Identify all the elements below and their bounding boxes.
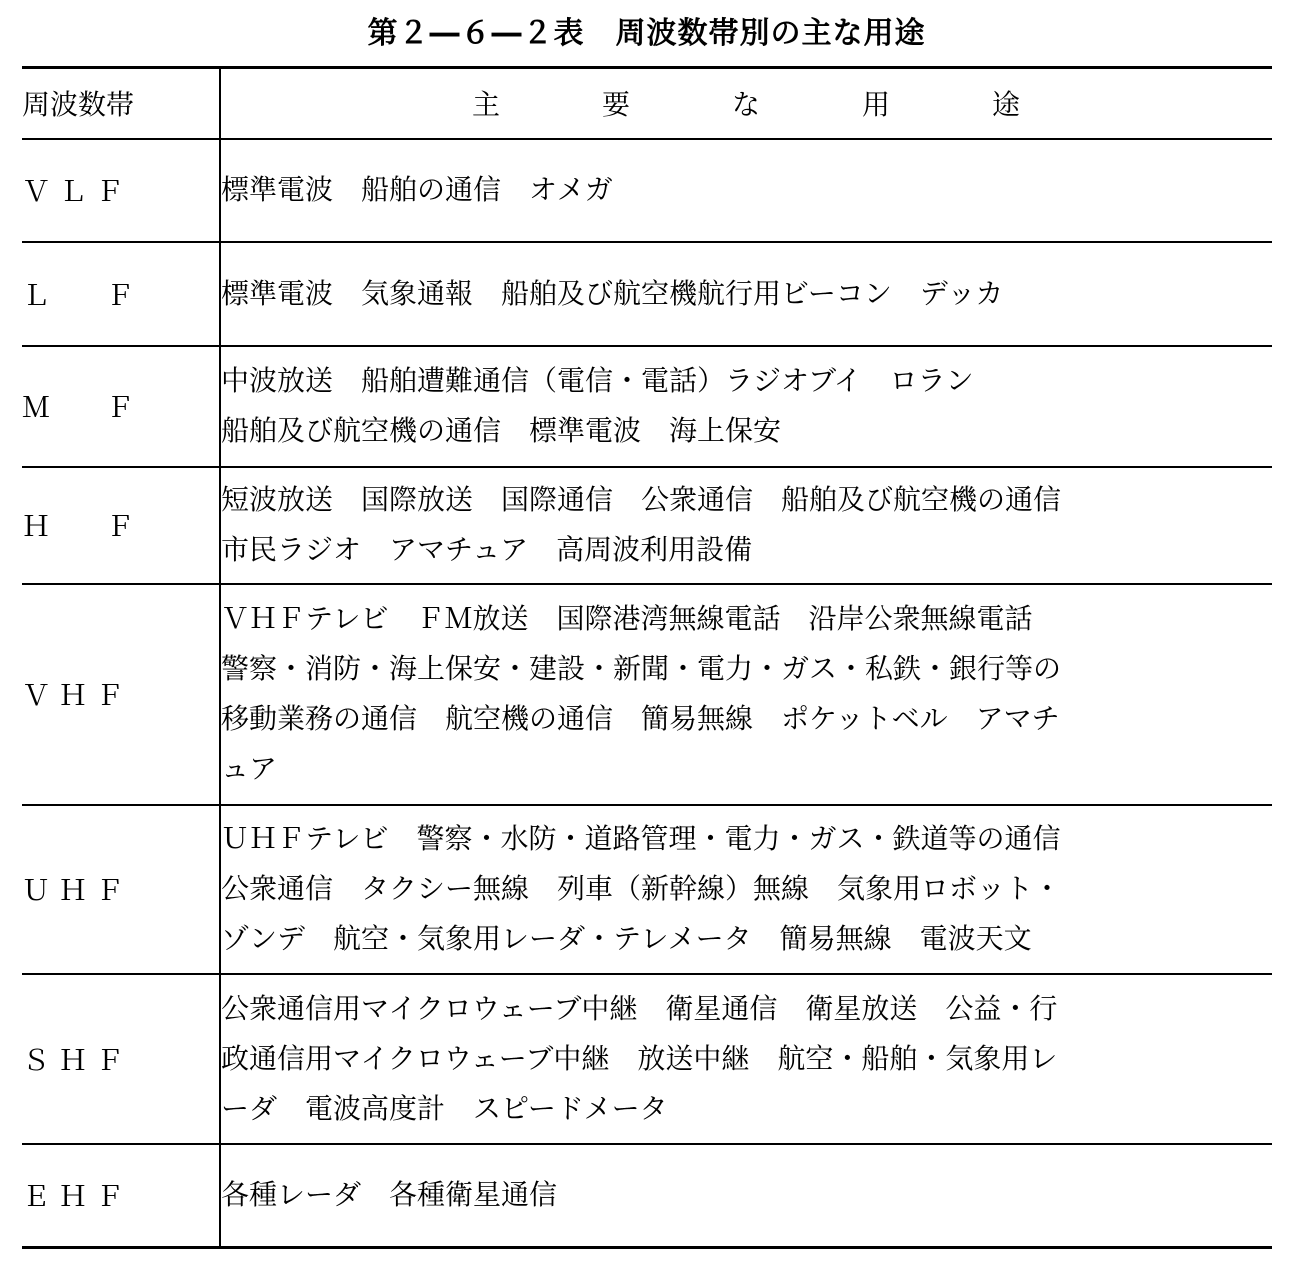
band-label: Ｕ Ｈ Ｆ xyxy=(22,805,220,974)
table-row-uhf xyxy=(22,805,1272,974)
header-band: 周波数帯 xyxy=(22,68,220,139)
table-row-ehf xyxy=(22,1144,1272,1248)
usage-cell xyxy=(220,805,1272,974)
usage-line: ＵＨＦテレビ 警察・水防・道路管理・電力・ガス・鉄道等の通信 xyxy=(221,822,1061,855)
usage-cell xyxy=(220,974,1272,1144)
usage-line: 各種レーダ 各種衛星通信 xyxy=(221,1178,558,1212)
band-label: Ｖ Ｈ Ｆ xyxy=(22,584,220,805)
header-usage-char: 主 xyxy=(471,88,501,122)
usage-line: 公衆通信用マイクロウェーブ中継 衛星通信 衛星放送 公益・行 xyxy=(221,991,1058,1025)
table-row-hf xyxy=(22,467,1272,584)
header-usage-char: 要 xyxy=(601,88,631,122)
usage-cell xyxy=(220,346,1272,467)
table-row-shf xyxy=(22,974,1272,1144)
band-label: Ｈ Ｆ xyxy=(22,467,220,584)
band-label: Ｌ Ｆ xyxy=(22,242,220,346)
usage-line: ュア xyxy=(221,752,278,785)
usage-line: ーダ 電波高度計 スピードメータ xyxy=(221,1091,668,1125)
usage-line: 公衆通信 タクシー無線 列車（新幹線）無線 気象用ロボット・ xyxy=(221,872,1062,905)
table-row-lf xyxy=(22,242,1272,346)
usage-line: 警察・消防・海上保安・建設・新聞・電力・ガス・私鉄・銀行等の xyxy=(221,652,1062,685)
table-row-mf xyxy=(22,346,1272,467)
usage-cell xyxy=(220,139,1272,242)
usage-line: 短波放送 国際放送 国際通信 公衆通信 船舶及び航空機の通信 xyxy=(221,483,1062,516)
header-row xyxy=(22,68,1272,139)
usage-line: 標準電波 船舶の通信 オメガ xyxy=(221,173,613,206)
band-label: Ｍ Ｆ xyxy=(22,346,220,467)
frequency-usage-table xyxy=(22,66,1272,1249)
header-usage-char: な xyxy=(731,88,761,122)
usage-line: 市民ラジオ アマチュア 高周波利用設備 xyxy=(221,533,753,566)
usage-line: ゾンデ 航空・気象用レーダ・テレメータ 簡易無線 電波天文 xyxy=(221,922,1032,955)
table-row-vlf xyxy=(22,139,1272,242)
usage-line: ＶＨＦテレビ ＦＭ放送 国際港湾無線電話 沿岸公衆無線電話 xyxy=(221,602,1033,635)
usage-line: 標準電波 気象通報 船舶及び航空機航行用ビーコン デッカ xyxy=(221,276,1004,310)
usage-cell xyxy=(220,467,1272,584)
usage-cell xyxy=(220,584,1272,805)
usage-line: 中波放送 船舶遭難通信（電信・電話）ラジオブイ ロラン xyxy=(221,364,974,397)
header-usage-char: 用 xyxy=(861,88,891,122)
usage-line: 政通信用マイクロウェーブ中継 放送中継 航空・船舶・気象用レ xyxy=(221,1041,1058,1075)
header-usage-char: 途 xyxy=(991,88,1021,122)
usage-cell xyxy=(220,242,1272,346)
table-row-vhf xyxy=(22,584,1272,805)
usage-line: 船舶及び航空機の通信 標準電波 海上保安 xyxy=(221,414,782,447)
band-label: Ｖ Ｌ Ｆ xyxy=(22,139,220,242)
usage-cell xyxy=(220,1144,1272,1248)
header-usage xyxy=(220,68,1272,139)
band-label: Ｓ Ｈ Ｆ xyxy=(22,974,220,1144)
table-title: 第２―６―２表 周波数帯別の主な用途 xyxy=(367,16,926,51)
usage-line: 移動業務の通信 航空機の通信 簡易無線 ポケットベル アマチ xyxy=(221,702,1060,735)
band-label: Ｅ Ｈ Ｆ xyxy=(22,1144,220,1248)
